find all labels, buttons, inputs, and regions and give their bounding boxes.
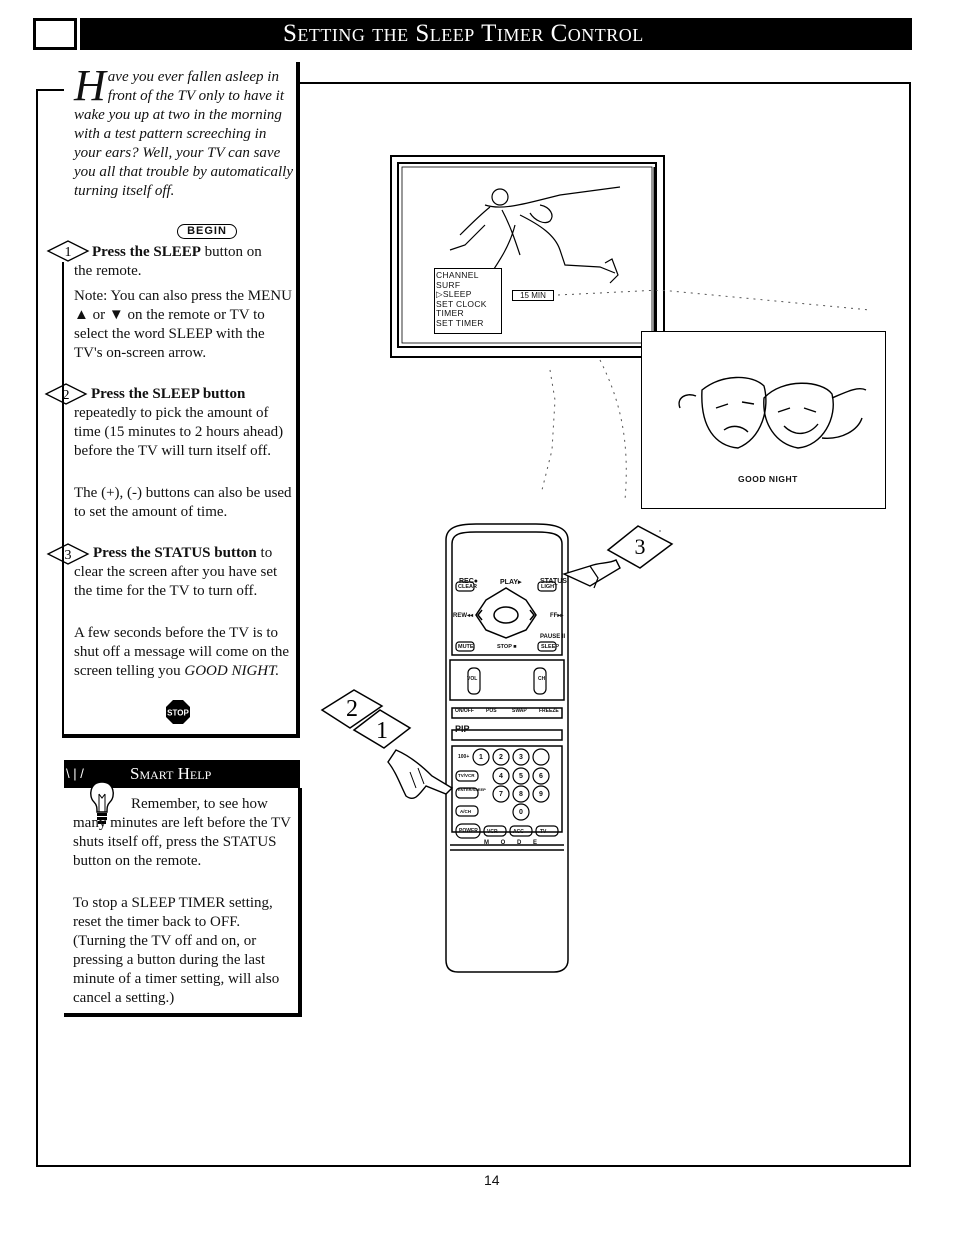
remote-pip-pos-label: POS	[486, 708, 497, 714]
remote-acc-mode-label: ACC	[513, 829, 524, 835]
step-3-number: 3	[64, 548, 72, 563]
intro-dropcap: H	[74, 61, 106, 110]
step-1-callout-number: 1	[376, 718, 388, 744]
remote-pip-label: PIP	[455, 724, 470, 734]
step-3-pointing-hand-icon	[560, 522, 675, 592]
remote-key-9: 9	[539, 791, 543, 798]
intro-paragraph	[74, 61, 296, 201]
smart-help-p2: To stop a SLEEP TIMER setting, reset the timer back to OFF. (Turning the TV off and on, or pressing a button during the last minute of a timer setting, will also cancel a setting.)	[73, 895, 280, 1006]
remote-rec-label: REC●	[459, 578, 479, 585]
remote-key-6: 6	[539, 773, 543, 780]
remote-mode-label: M O D E	[484, 840, 543, 846]
smart-help-rays-icon: \ | /	[66, 766, 84, 781]
step-1-note: Note: You can also press the MENU ▲ or ▼ on the remote or TV to select the word SLEEP with the TV's on-screen arrow.	[74, 288, 292, 361]
stop-sign-icon	[165, 699, 191, 725]
tv-menu-item: SET CLOCK	[436, 298, 487, 309]
step-1-arrow-icon	[46, 240, 90, 262]
step-1-number: 1	[64, 245, 72, 260]
remote-key-8: 8	[519, 791, 523, 798]
intro-text: ave you ever fallen asleep in front of the TV only to have it wake you up at two in the morning with a test pattern screeching in your ears? Well, your TV can save you all that trouble by automatically turning itself off.	[74, 69, 293, 199]
remote-pip-swap-label: SWAP	[512, 708, 527, 714]
step-3-note	[74, 624, 294, 681]
step-3-callout-number: 3	[634, 534, 646, 559]
step-2-bold: Press the SLEEP button	[91, 386, 246, 402]
remote-100-key: 100+	[458, 754, 470, 760]
remote-rew-label: REW◂◂	[453, 613, 474, 619]
step-3-note-plain: A few seconds before the TV is to shut off a message will come on the screen telling you	[74, 625, 290, 679]
tv-menu-item: SET TIMER	[436, 317, 484, 328]
frame-top-left-border	[36, 89, 64, 91]
remote-vol-label: VOL	[467, 676, 478, 682]
step-1-rest-line1: button on	[200, 244, 262, 260]
stop-label: STOP	[167, 708, 189, 718]
remote-pip-freeze-label: FREEZE	[539, 708, 559, 714]
remote-ach-key: A/CH	[460, 809, 471, 814]
remote-light-button-label: LIGHT	[541, 584, 558, 590]
good-night-label: GOOD NIGHT	[738, 474, 798, 484]
remote-key-2: 2	[499, 754, 503, 761]
remote-key-4: 4	[499, 773, 503, 780]
remote-tv-mode-label: TV	[540, 829, 547, 835]
tv-menu-item: ▷SLEEP	[436, 289, 472, 300]
remote-sleep-button-label: SLEEP	[541, 644, 560, 650]
step-1-heading	[92, 243, 292, 262]
remote-enter-sleep-key: ENTER/SLEEP	[458, 787, 486, 792]
remote-power-button-label: POWER	[459, 828, 478, 834]
begin-badge: BEGIN	[177, 224, 237, 239]
step-2-heading	[91, 385, 291, 404]
page-title: Setting the Sleep Timer Control	[80, 18, 912, 50]
remote-status-label: STATUS	[540, 578, 567, 585]
remote-key-1: 1	[479, 754, 483, 761]
remote-key-5: 5	[519, 773, 523, 780]
header-box-icon	[33, 18, 77, 50]
step-1-bold: Press the SLEEP	[92, 244, 201, 260]
frame-top-right-border	[300, 82, 911, 84]
remote-tvvcr-key: TV/VCR	[458, 773, 475, 778]
frame-left-border	[36, 89, 38, 1167]
remote-mute-button-label: MUTE	[458, 644, 474, 650]
remote-key-3: 3	[519, 754, 523, 761]
theatre-masks-icon	[672, 368, 872, 468]
step-3-arrow-icon	[46, 543, 90, 565]
step-2-callout-number: 2	[346, 696, 358, 722]
tv-menu-item: TIMER	[436, 308, 464, 319]
tv-menu-item: SURF	[436, 279, 461, 290]
remote-key-7: 7	[499, 791, 503, 798]
smart-help-p1: Remember, to see how many minutes are left before the TV shuts itself off, press the STATUS button on the remote.	[73, 796, 291, 869]
remote-ff-label: FF▸▸	[550, 613, 564, 619]
step-2-number: 2	[62, 388, 70, 403]
tv-onscreen-menu	[436, 271, 502, 329]
tv-sleep-timer-value: 15 MIN	[512, 290, 554, 301]
step-2-arrow-icon	[44, 383, 88, 405]
remote-pip-on-off-label: ON/OFF	[455, 708, 474, 714]
remote-stop-label: STOP ■	[497, 644, 517, 650]
frame-bottom-border	[36, 1165, 911, 1167]
step-3-heading	[93, 544, 293, 563]
step-1-2-pointing-hand-icon	[318, 688, 458, 818]
step-3-rest-line1: to	[256, 545, 273, 561]
remote-key-0: 0	[519, 809, 523, 816]
frame-right-border	[909, 82, 911, 1167]
smart-help-title: Smart Help	[64, 760, 300, 788]
step-3-bold: Press the STATUS button	[93, 545, 257, 561]
page-number: 14	[484, 1172, 500, 1188]
instructions-panel-left-rule	[62, 262, 64, 734]
step-2-note: The (+), (-) buttons can also be used to set the amount of time.	[74, 485, 292, 520]
step-2-text: repeatedly to pick the amount of time (15 minutes to 2 hours ahead) before the TV will turn itself off.	[74, 405, 284, 459]
remote-play-label: PLAY▸	[500, 579, 522, 586]
remote-vcr-mode-label: VCR	[487, 829, 498, 835]
step-3-note-italic: GOOD NIGHT.	[184, 663, 280, 679]
tv-menu-item: CHANNEL	[436, 270, 479, 280]
remote-ch-label: CH	[538, 676, 546, 682]
step-1-text: the remote.	[74, 263, 142, 279]
remote-pause-label: PAUSE II	[540, 634, 566, 640]
remote-clear-button-label: CLEAR	[458, 584, 477, 590]
step-3-text: clear the screen after you have set the time for the TV to turn off.	[74, 564, 278, 599]
